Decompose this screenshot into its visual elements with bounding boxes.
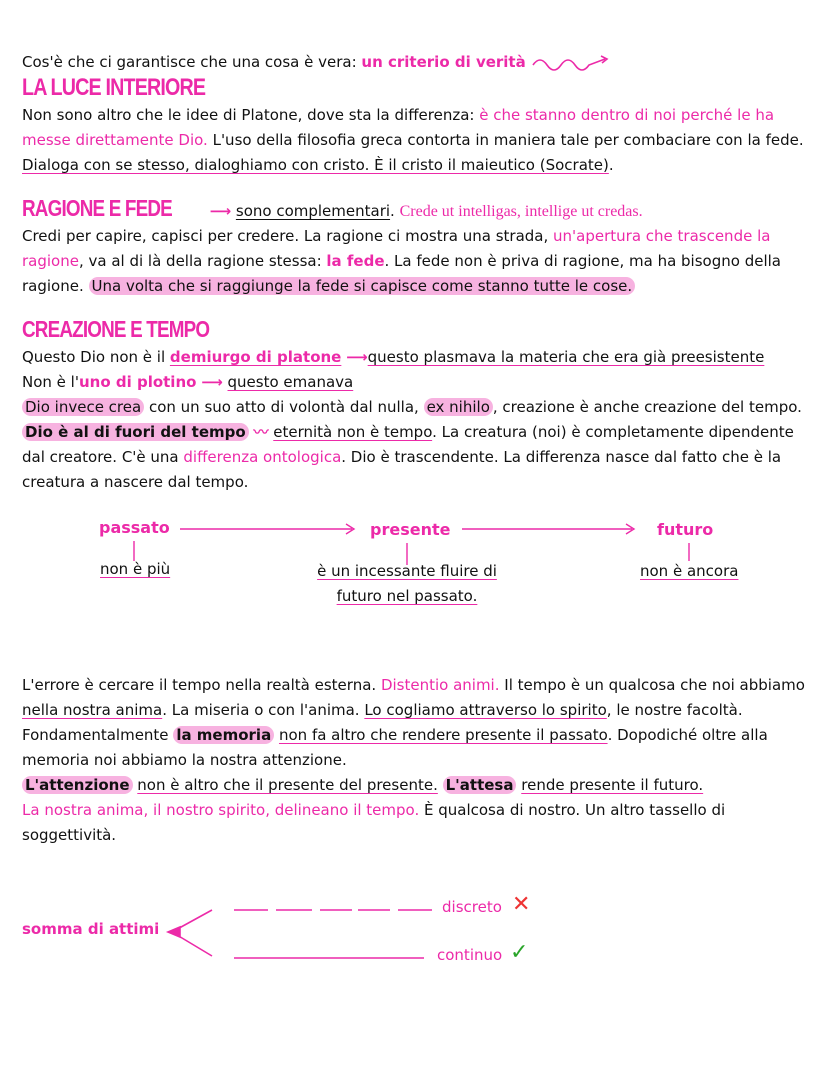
continuo-label: continuo bbox=[437, 946, 503, 964]
distentio-animi: Distentio animi. bbox=[380, 676, 500, 694]
tempo-anima-section bbox=[22, 673, 812, 848]
demiurgo-desc: questo plasmava la materia che era già preesistente bbox=[367, 348, 765, 366]
luce-interiore-heading: LA LUCE INTERIORE bbox=[22, 74, 206, 101]
arrow-icon: ⟶ bbox=[201, 373, 223, 391]
somma-label: somma di attimi bbox=[22, 920, 160, 938]
eternita-text: eternità non è tempo bbox=[273, 423, 433, 441]
demiurgo-marker: demiurgo di platone bbox=[169, 348, 342, 366]
plotino-marker: uno di plotino bbox=[78, 373, 197, 391]
memoria-desc: non fa altro che rendere presente il passato bbox=[278, 726, 608, 744]
anima-underline: nella nostra anima bbox=[22, 701, 163, 719]
notes-page bbox=[22, 50, 812, 986]
somma-diagram bbox=[22, 892, 812, 986]
intro-underlined-text: Dialoga con se stesso, dialoghiamo con cristo. È il cristo il maieutico (Socrate) bbox=[22, 156, 609, 174]
creazione-text-3: con un suo atto di volontà dal nulla, bbox=[144, 398, 424, 416]
la-fede-marker: la fede bbox=[326, 252, 385, 270]
futuro-desc: non è ancora bbox=[640, 562, 739, 580]
dio-crea-highlight: Dio invece crea bbox=[22, 398, 144, 416]
creazione-tempo-heading: CREAZIONE E TEMPO bbox=[22, 316, 210, 342]
memoria-highlight: la memoria bbox=[173, 726, 274, 744]
intro-period: . bbox=[608, 156, 614, 174]
creazione-text-6: . Dio è trascendente. La differenza nasce dal fatto che è la creatura a nascere dal tempo. bbox=[22, 448, 782, 491]
latin-motto: Crede ut intelligas, intellige ut credas. bbox=[399, 203, 643, 220]
intro-text: Cos'è che ci garantisce che una cosa è vera: bbox=[22, 53, 362, 71]
ontologica-pink-text: differenza ontologica bbox=[183, 448, 342, 466]
fuori-tempo-highlight: Dio è al di fuori del tempo bbox=[22, 423, 249, 441]
passato-desc: non è più bbox=[100, 560, 171, 578]
tempo-text: L'errore è cercare il tempo nella realtà esterna. bbox=[22, 676, 381, 694]
presente-desc-1: è un incessante fluire di bbox=[317, 562, 497, 580]
intro-text-3: L'uso della filosofia greca contorta in maniera tale per combaciare con la fede. bbox=[207, 131, 804, 149]
space bbox=[438, 776, 443, 794]
anima-pink-text: La nostra anima, il nostro spirito, delineano il tempo. bbox=[22, 801, 420, 819]
complementari-text: sono complementari bbox=[235, 202, 391, 220]
presente-desc bbox=[302, 559, 512, 609]
cross-icon: ✕ bbox=[512, 892, 531, 917]
wavy-icon: 〰 bbox=[253, 423, 269, 441]
spirito-underline: Lo cogliamo attraverso lo spirito bbox=[364, 701, 607, 719]
tempo-text-3: . La miseria o con l'anima. bbox=[162, 701, 365, 719]
attenzione-desc: non è altro che il presente del presente. bbox=[137, 776, 438, 794]
arrow-icon: ⟶ bbox=[209, 202, 232, 220]
presente-label: presente bbox=[370, 520, 451, 539]
time-diagram bbox=[22, 513, 812, 643]
ragione-fede-heading: RAGIONE E FEDE bbox=[22, 195, 172, 221]
attesa-highlight: L'attesa bbox=[443, 776, 517, 794]
creazione-tempo-section bbox=[22, 317, 812, 495]
somma-lines bbox=[22, 896, 812, 986]
check-icon: ✓ bbox=[510, 940, 529, 965]
tempo-text-4: , le nostre facoltà. Fondamentalmente bbox=[22, 701, 743, 744]
ragione-text-3: . La fede non è priva di ragione, ma ha bisogno della ragione. bbox=[22, 252, 781, 295]
ragione-fede-section bbox=[22, 196, 812, 299]
apertura-pink-text: un'apertura che trascende la ragione bbox=[22, 227, 771, 270]
passato-label: passato bbox=[99, 518, 170, 537]
intro-pink-text: è che stanno dentro di noi perché le ha messe direttamente Dio. bbox=[22, 106, 775, 149]
attenzione-highlight: L'attenzione bbox=[22, 776, 133, 794]
creazione-text: Questo Dio non è il bbox=[22, 348, 170, 366]
tempo-text-2: Il tempo è un qualcosa che noi abbiamo bbox=[499, 676, 805, 694]
futuro-label: futuro bbox=[657, 520, 714, 539]
ragione-text-2: , va al di là della ragione stessa: bbox=[78, 252, 327, 270]
intro-text-2: Non sono altro che le idee di Platone, dove sta la differenza: bbox=[22, 106, 480, 124]
punct: . bbox=[390, 202, 400, 220]
wavy-arrow-icon bbox=[531, 53, 611, 73]
tempo-text-6: È qualcosa di nostro. Un altro tassello di soggettività. bbox=[22, 801, 726, 844]
plotino-desc: questo emanava bbox=[227, 373, 354, 391]
creazione-text-4: , creazione è anche creazione del tempo. bbox=[492, 398, 802, 416]
arrow-icon: ⟶ bbox=[346, 348, 368, 366]
creazione-text-5: . La creatura (noi) è completamente dipendente dal creatore. C'è una bbox=[22, 423, 794, 466]
ragione-text: Credi per capire, capisci per credere. La ragione ci mostra una strada, bbox=[22, 227, 554, 245]
intro-paragraph bbox=[22, 50, 812, 178]
fede-highlight: Una volta che si raggiunge la fede si capisce come stanno tutte le cose. bbox=[89, 277, 636, 295]
attesa-desc: rende presente il futuro. bbox=[521, 776, 704, 794]
presente-desc-2: futuro nel passato. bbox=[336, 587, 478, 605]
creazione-text-2: Non è l' bbox=[22, 373, 79, 391]
ex-nihilo-highlight: ex nihilo bbox=[424, 398, 493, 416]
tempo-text-5: . Dopodiché oltre alla memoria noi abbiamo la nostra attenzione. bbox=[22, 726, 768, 769]
criterio-verita-marker: un criterio di verità bbox=[361, 53, 526, 71]
discreto-label: discreto bbox=[442, 898, 502, 916]
